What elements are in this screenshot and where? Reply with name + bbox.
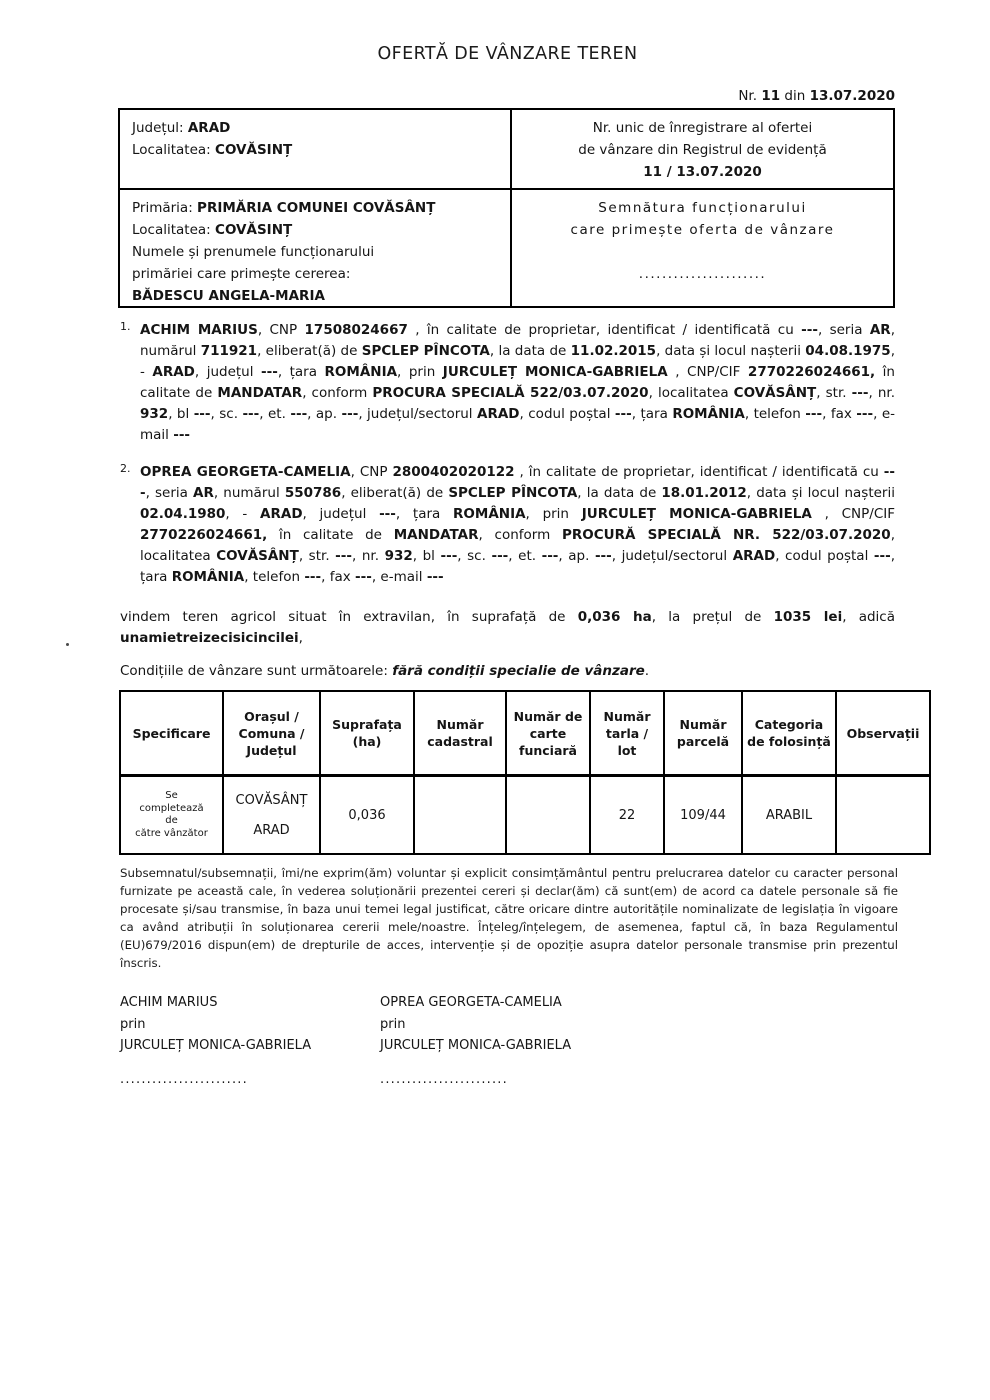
paragraph-2-number: 2. bbox=[120, 462, 131, 475]
cell-specificare: Se completează de către vânzător bbox=[120, 776, 223, 855]
header-info-table bbox=[118, 108, 895, 308]
cell-numar-tarla-lot: 22 bbox=[590, 776, 664, 855]
header-categoria-folosinta: Categoria de folosință bbox=[742, 691, 836, 776]
cell-semnatura-functionar: Semnătura funcționarului care primește oferta de vânzare ...................... bbox=[570, 200, 835, 282]
header-suprafata: Suprafața (ha) bbox=[320, 691, 414, 776]
gdpr-consent-paragraph: Subsemnatul/subsemnații, îmi/ne exprim(ăm) voluntar și explicit consimțământul pentru prelucrarea datelor cu caracter personal furnizate pe această cale, în vederea soluționării prezentei cereri și declar(ăm) că sunt(em) de acord ca datele personale să fie procesate și/sau transmise, în baza unui temei legal justificat, către oricare dintre autoritățile nominalizate de legislația în vigoare ca având atribuții în soluționarea cererii mele/noastre. Înțeleg/înțelegem, de asemenea, faptul că, în baza Regulamentul (EU)679/2016 dispun(em) de drepturile de acces, intervenție și de opoziție asupra datelor personale transmise prin prezentul înscris. bbox=[120, 866, 898, 970]
paragraph-seller-2 bbox=[120, 462, 895, 588]
cell-judet-localitate: Județul: ARAD Localitatea: COVĂSINȚ bbox=[120, 110, 512, 190]
cell-suprafata: 0,036 bbox=[320, 776, 414, 855]
cell-registration-number: Nr. unic de înregistrare al ofertei de vânzare din Registrul de evidență 11 / 13.07.2020 bbox=[512, 110, 893, 190]
signature-seller-2 bbox=[380, 992, 571, 1090]
header-oras-comuna-judet: Orașul / Comuna / Județul bbox=[223, 691, 320, 776]
signature-dotted-line: ........................ bbox=[120, 1071, 248, 1087]
header-observatii: Observații bbox=[836, 691, 930, 776]
signature-seller-1 bbox=[120, 992, 311, 1090]
header-numar-cadastral: Număr cadastral bbox=[414, 691, 506, 776]
signature-lines: OPREA GEORGETA-CAMELIA prin JURCULEȚ MONICA-GABRIELA bbox=[380, 995, 572, 1053]
registration-number-line: Nr. 11 din 13.07.2020 bbox=[738, 88, 895, 104]
header-numar-carte-funciara: Număr de carte funciară bbox=[506, 691, 590, 776]
document-title: OFERTĂ DE VÂNZARE TEREN bbox=[377, 44, 638, 64]
land-details-table bbox=[119, 690, 931, 855]
paragraph-1-text: ACHIM MARIUS, CNP 17508024667 , în calitate de proprietar, identificat / identificată cu ---, seria AR, numărul 711921, eliberat(ă) de SPCLEP PÎNCOTA, la data de 11.02.2015, data și locul nașterii 04.08.1975, - ARAD, județul ---, țara ROMÂNIA, prin JURCULEȚ MONICA-GABRIELA , CNP/CIF 2770226024661, în calitate de MANDATAR, conform PROCURA SPECIALĂ 522/03.07.2020, localitatea COVĂSÂNȚ, str. ---, nr. 932, bl ---, sc. ---, et. ---, ap. ---, județul/sectorul ARAD, codul poștal ---, țara ROMÂNIA, telefon ---, fax ---, e-mail --- bbox=[140, 322, 896, 443]
paragraph-1-number: 1. bbox=[120, 320, 131, 333]
cell-numar-cadastral bbox=[414, 776, 506, 855]
paragraph-sale-conditions: Condițiile de vânzare sunt următoarele: fără condiții specialie de vânzare. bbox=[120, 663, 650, 679]
cell-observatii bbox=[836, 776, 930, 855]
header-specificare: Specificare bbox=[120, 691, 223, 776]
paragraph-sale-terms: vindem teren agricol situat în extravilan, în suprafață de 0,036 ha, la prețul de 1035 lei, adică unamietreizecisicincilei, bbox=[120, 609, 896, 646]
cell-oras-comuna-judet: COVĂSÂNȚ ARAD bbox=[223, 776, 320, 855]
cell-primaria-functionar: Primăria: PRIMĂRIA COMUNEI COVĂSÂNȚ Localitatea: COVĂSINȚ Numele și prenumele funcționarului primăriei care primește cererea: BĂDESCU ANGELA-MARIA bbox=[120, 190, 512, 306]
cell-numar-carte-funciara bbox=[506, 776, 590, 855]
header-numar-parcela: Număr parcelă bbox=[664, 691, 742, 776]
header-numar-tarla-lot: Număr tarla / lot bbox=[590, 691, 664, 776]
signature-lines: ACHIM MARIUS prin JURCULEȚ MONICA-GABRIELA bbox=[120, 995, 312, 1053]
land-table-data-row bbox=[120, 776, 930, 855]
paragraph-seller-1 bbox=[120, 320, 895, 446]
cell-numar-parcela: 109/44 bbox=[664, 776, 742, 855]
land-table-header-row bbox=[120, 691, 930, 776]
cell-categoria-folosinta: ARABIL bbox=[742, 776, 836, 855]
signature-dotted-line: ........................ bbox=[380, 1071, 508, 1087]
scan-artifact-dot bbox=[66, 643, 69, 646]
signature-block bbox=[120, 992, 820, 1102]
paragraph-2-text: OPREA GEORGETA-CAMELIA, CNP 2800402020122 , în calitate de proprietar, identificat / identificată cu ---, seria AR, numărul 550786, eliberat(ă) de SPCLEP PÎNCOTA, la data de 18.01.2012, data și locul nașterii 02.04.1980, - ARAD, județul ---, țara ROMÂNIA, prin JURCULEȚ MONICA-GABRIELA , CNP/CIF 2770226024661, în calitate de MANDATAR, conform PROCURĂ SPECIALĂ NR. 522/03.07.2020, localitatea COVĂSÂNȚ, str. ---, nr. 932, bl ---, sc. ---, et. ---, ap. ---, județul/sectorul ARAD, codul poștal ---, țara ROMÂNIA, telefon ---, fax ---, e-mail --- bbox=[140, 464, 896, 585]
